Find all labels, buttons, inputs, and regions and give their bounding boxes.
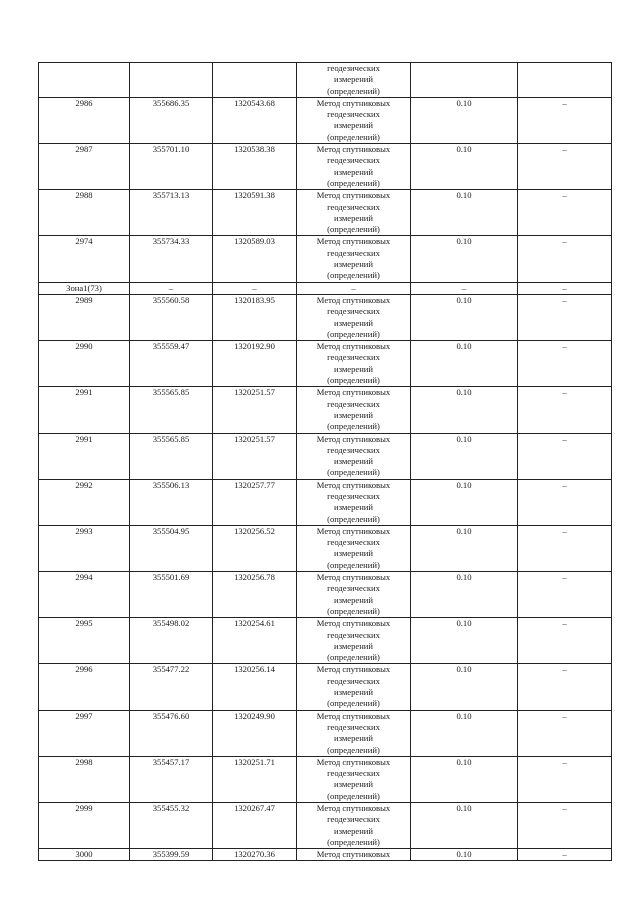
table-body xyxy=(39,63,612,861)
accuracy-cell: 0.10 xyxy=(411,433,518,479)
note-cell: – xyxy=(518,572,612,618)
note-cell: – xyxy=(518,664,612,710)
point-number-cell: 2974 xyxy=(39,236,130,282)
y-coordinate-cell: 1320256.14 xyxy=(213,664,297,710)
accuracy-cell: 0.10 xyxy=(411,618,518,664)
accuracy-cell: – xyxy=(411,282,518,294)
table-row xyxy=(39,63,612,98)
point-number-cell: 2986 xyxy=(39,97,130,143)
y-coordinate-cell: 1320591.38 xyxy=(213,190,297,236)
method-cell: Метод спутниковых геодезических измерений (определений) xyxy=(297,97,411,143)
method-cell: – xyxy=(297,282,411,294)
note-cell: – xyxy=(518,294,612,340)
note-cell: – xyxy=(518,341,612,387)
note-cell: – xyxy=(518,433,612,479)
method-cell: Метод спутниковых xyxy=(297,849,411,861)
y-coordinate-cell: 1320183.95 xyxy=(213,294,297,340)
note-cell: – xyxy=(518,756,612,802)
method-cell: Метод спутниковых геодезических измерений (определений) xyxy=(297,756,411,802)
accuracy-cell: 0.10 xyxy=(411,144,518,190)
accuracy-cell: 0.10 xyxy=(411,756,518,802)
method-cell: Метод спутниковых геодезических измерений (определений) xyxy=(297,341,411,387)
point-number-cell xyxy=(39,63,130,98)
table-row xyxy=(39,341,612,387)
point-number-cell: 2987 xyxy=(39,144,130,190)
method-cell: геодезических измерений (определений) xyxy=(297,63,411,98)
note-cell xyxy=(518,63,612,98)
method-cell: Метод спутниковых геодезических измерений (определений) xyxy=(297,479,411,525)
point-number-cell: 2991 xyxy=(39,387,130,433)
x-coordinate-cell: 355506.13 xyxy=(130,479,213,525)
method-cell: Метод спутниковых геодезических измерений (определений) xyxy=(297,525,411,571)
point-number-cell: 2990 xyxy=(39,341,130,387)
table-row xyxy=(39,756,612,802)
accuracy-cell: 0.10 xyxy=(411,849,518,861)
note-cell: – xyxy=(518,97,612,143)
point-number-cell: 2998 xyxy=(39,756,130,802)
note-cell: – xyxy=(518,190,612,236)
point-number-cell: 2996 xyxy=(39,664,130,710)
method-cell: Метод спутниковых геодезических измерений (определений) xyxy=(297,664,411,710)
point-number-cell: 2997 xyxy=(39,710,130,756)
accuracy-cell: 0.10 xyxy=(411,525,518,571)
table-row xyxy=(39,97,612,143)
table-row xyxy=(39,294,612,340)
point-number-cell: Зона1(73) xyxy=(39,282,130,294)
y-coordinate-cell: 1320589.03 xyxy=(213,236,297,282)
table-row xyxy=(39,525,612,571)
x-coordinate-cell: 355734.33 xyxy=(130,236,213,282)
point-number-cell: 2992 xyxy=(39,479,130,525)
point-number-cell: 2993 xyxy=(39,525,130,571)
note-cell: – xyxy=(518,282,612,294)
note-cell: – xyxy=(518,479,612,525)
y-coordinate-cell: 1320270.36 xyxy=(213,849,297,861)
method-cell: Метод спутниковых геодезических измерений (определений) xyxy=(297,144,411,190)
x-coordinate-cell: 355457.17 xyxy=(130,756,213,802)
y-coordinate-cell xyxy=(213,63,297,98)
accuracy-cell: 0.10 xyxy=(411,387,518,433)
accuracy-cell: 0.10 xyxy=(411,572,518,618)
x-coordinate-cell: 355477.22 xyxy=(130,664,213,710)
x-coordinate-cell: 355565.85 xyxy=(130,387,213,433)
table-row xyxy=(39,849,612,861)
x-coordinate-cell: 355399.59 xyxy=(130,849,213,861)
method-cell: Метод спутниковых геодезических измерений (определений) xyxy=(297,433,411,479)
accuracy-cell: 0.10 xyxy=(411,294,518,340)
note-cell: – xyxy=(518,144,612,190)
x-coordinate-cell: 355560.58 xyxy=(130,294,213,340)
point-number-cell: 3000 xyxy=(39,849,130,861)
table-row xyxy=(39,387,612,433)
table-row xyxy=(39,618,612,664)
method-cell: Метод спутниковых геодезических измерений (определений) xyxy=(297,618,411,664)
note-cell: – xyxy=(518,387,612,433)
table-row xyxy=(39,803,612,849)
table-row xyxy=(39,572,612,618)
note-cell: – xyxy=(518,236,612,282)
y-coordinate-cell: – xyxy=(213,282,297,294)
table-row xyxy=(39,433,612,479)
y-coordinate-cell: 1320192.90 xyxy=(213,341,297,387)
accuracy-cell: 0.10 xyxy=(411,664,518,710)
accuracy-cell: 0.10 xyxy=(411,710,518,756)
method-cell: Метод спутниковых геодезических измерений (определений) xyxy=(297,572,411,618)
point-number-cell: 2995 xyxy=(39,618,130,664)
x-coordinate-cell: 355713.13 xyxy=(130,190,213,236)
method-cell: Метод спутниковых геодезических измерений (определений) xyxy=(297,190,411,236)
x-coordinate-cell: 355501.69 xyxy=(130,572,213,618)
x-coordinate-cell: 355686.35 xyxy=(130,97,213,143)
table-row xyxy=(39,282,612,294)
x-coordinate-cell: 355476.60 xyxy=(130,710,213,756)
method-cell: Метод спутниковых геодезических измерений (определений) xyxy=(297,710,411,756)
y-coordinate-cell: 1320267.47 xyxy=(213,803,297,849)
method-cell: Метод спутниковых геодезических измерений (определений) xyxy=(297,387,411,433)
y-coordinate-cell: 1320251.57 xyxy=(213,387,297,433)
x-coordinate-cell: 355455.32 xyxy=(130,803,213,849)
table-row xyxy=(39,664,612,710)
point-number-cell: 2999 xyxy=(39,803,130,849)
point-number-cell: 2991 xyxy=(39,433,130,479)
x-coordinate-cell: 355498.02 xyxy=(130,618,213,664)
x-coordinate-cell: 355559.47 xyxy=(130,341,213,387)
y-coordinate-cell: 1320543.68 xyxy=(213,97,297,143)
table-row xyxy=(39,710,612,756)
point-number-cell: 2994 xyxy=(39,572,130,618)
x-coordinate-cell: 355565.85 xyxy=(130,433,213,479)
note-cell: – xyxy=(518,618,612,664)
y-coordinate-cell: 1320254.61 xyxy=(213,618,297,664)
y-coordinate-cell: 1320256.52 xyxy=(213,525,297,571)
y-coordinate-cell: 1320249.90 xyxy=(213,710,297,756)
y-coordinate-cell: 1320251.57 xyxy=(213,433,297,479)
note-cell: – xyxy=(518,849,612,861)
accuracy-cell: 0.10 xyxy=(411,190,518,236)
method-cell: Метод спутниковых геодезических измерений (определений) xyxy=(297,294,411,340)
note-cell: – xyxy=(518,803,612,849)
y-coordinate-cell: 1320257.77 xyxy=(213,479,297,525)
accuracy-cell: 0.10 xyxy=(411,479,518,525)
coordinates-table-page xyxy=(38,62,611,861)
table-row xyxy=(39,236,612,282)
method-cell: Метод спутниковых геодезических измерений (определений) xyxy=(297,803,411,849)
accuracy-cell: 0.10 xyxy=(411,341,518,387)
note-cell: – xyxy=(518,710,612,756)
y-coordinate-cell: 1320251.71 xyxy=(213,756,297,802)
coordinates-table xyxy=(38,62,612,861)
table-row xyxy=(39,190,612,236)
accuracy-cell xyxy=(411,63,518,98)
table-row xyxy=(39,479,612,525)
x-coordinate-cell: 355504.95 xyxy=(130,525,213,571)
note-cell: – xyxy=(518,525,612,571)
table-row xyxy=(39,144,612,190)
accuracy-cell: 0.10 xyxy=(411,803,518,849)
accuracy-cell: 0.10 xyxy=(411,97,518,143)
x-coordinate-cell: – xyxy=(130,282,213,294)
x-coordinate-cell: 355701.10 xyxy=(130,144,213,190)
y-coordinate-cell: 1320256.78 xyxy=(213,572,297,618)
accuracy-cell: 0.10 xyxy=(411,236,518,282)
point-number-cell: 2989 xyxy=(39,294,130,340)
point-number-cell: 2988 xyxy=(39,190,130,236)
method-cell: Метод спутниковых геодезических измерений (определений) xyxy=(297,236,411,282)
x-coordinate-cell xyxy=(130,63,213,98)
y-coordinate-cell: 1320538.38 xyxy=(213,144,297,190)
